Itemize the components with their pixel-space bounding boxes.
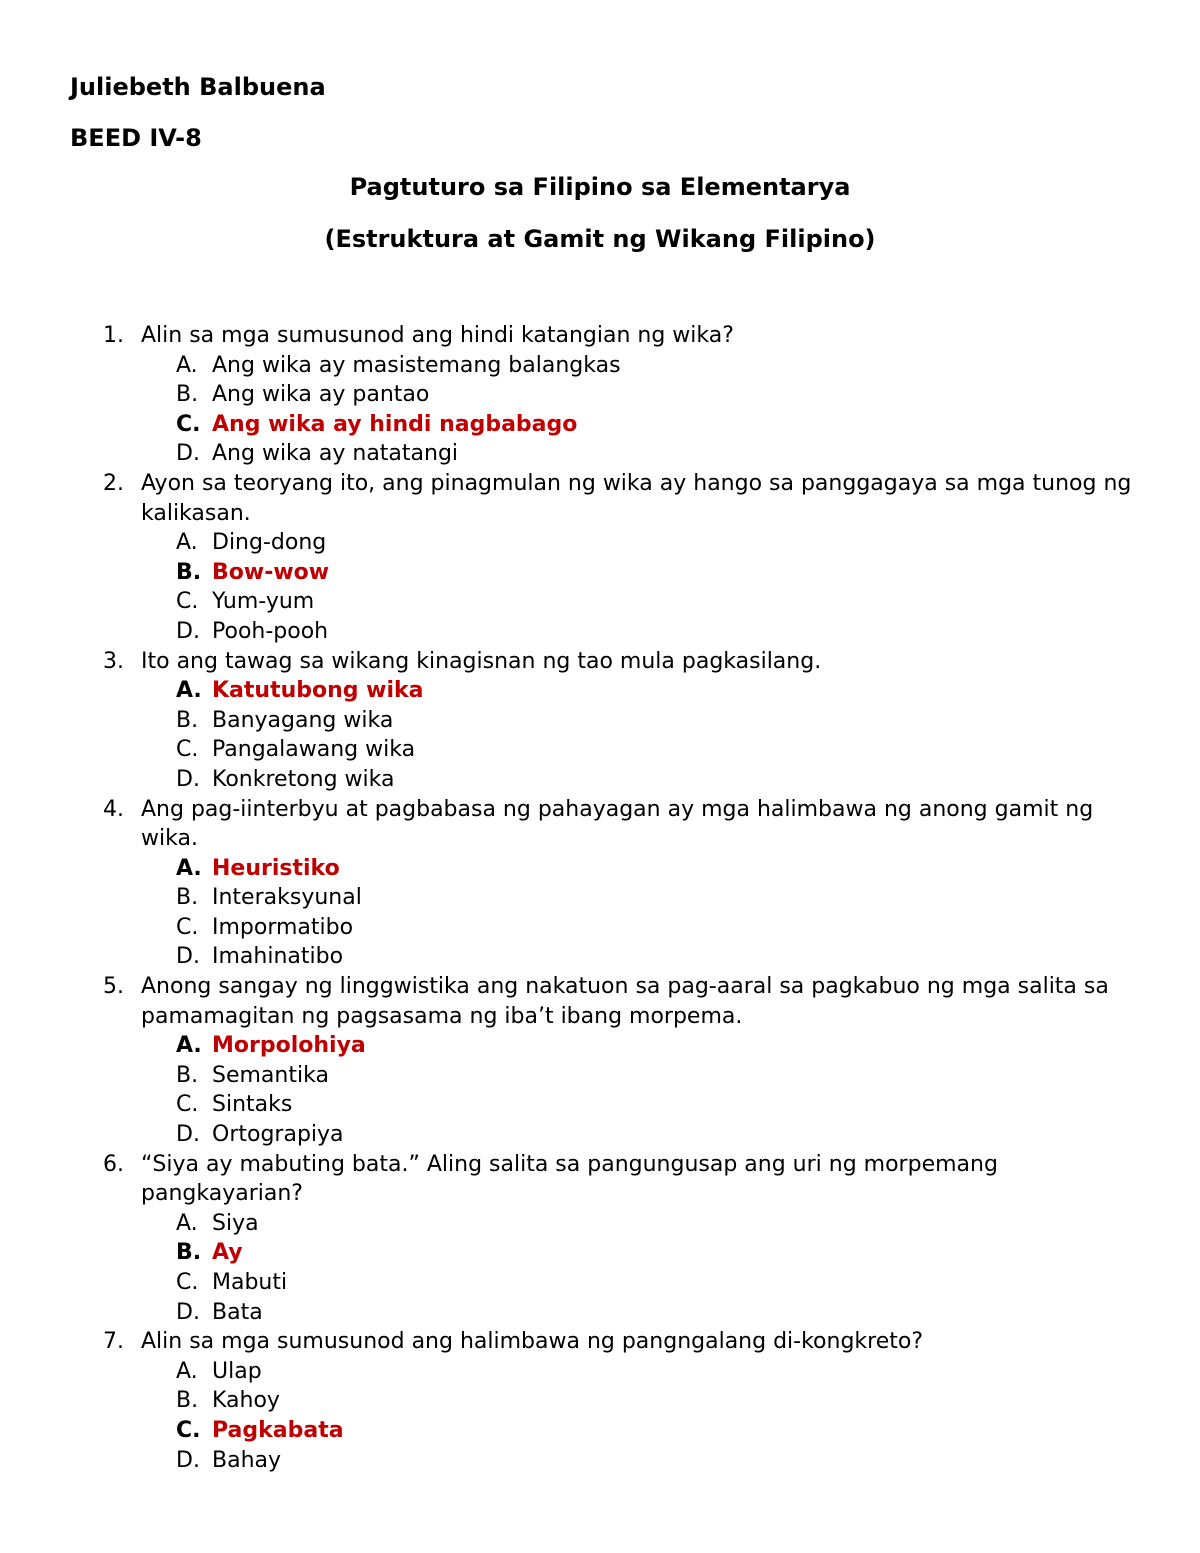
choice-letter: D. xyxy=(176,1122,200,1148)
choice-text: Kahoy xyxy=(212,1388,280,1414)
choice-text: Ulap xyxy=(212,1358,262,1384)
correct-answer-text: Ang wika ay hindi nagbabago xyxy=(212,411,578,437)
choice-letter: D. xyxy=(176,1447,200,1473)
choice-letter: C. xyxy=(176,914,199,940)
correct-answer-text: Katutubong wika xyxy=(212,678,424,704)
choice-text: Interaksyunal xyxy=(212,885,362,911)
choice-letter: B. xyxy=(176,1388,199,1414)
choice-letter: D. xyxy=(176,944,200,970)
correct-answer-text: Ay xyxy=(212,1240,243,1266)
choice-letter: B. xyxy=(176,885,199,911)
document-subtitle: (Estruktura at Gamit ng Wikang Filipino) xyxy=(324,225,876,253)
correct-choice xyxy=(0,854,1200,884)
correct-answer-text: Pagkabata xyxy=(212,1417,344,1443)
question-item xyxy=(0,321,1200,469)
choice-text: Pangalawang wika xyxy=(212,737,416,763)
choice-item xyxy=(0,1061,1200,1091)
choice-item xyxy=(0,617,1200,647)
choice-text: Bata xyxy=(212,1299,263,1325)
choice-letter: A. xyxy=(176,352,198,378)
question-number: 4. xyxy=(103,796,124,822)
choice-letter: A. xyxy=(176,1210,198,1236)
choice-item xyxy=(0,351,1200,381)
choice-list xyxy=(0,1357,1200,1475)
choice-list xyxy=(0,676,1200,794)
question-item xyxy=(0,972,1200,1150)
choice-item xyxy=(0,883,1200,913)
choice-text: Pooh-pooh xyxy=(212,618,329,644)
question-number: 5. xyxy=(103,974,124,1000)
question-text: Alin sa mga sumusunod ang hindi katangian ng wika? xyxy=(141,323,734,348)
choice-letter: C. xyxy=(176,589,199,615)
document-title: Pagtuturo sa Filipino sa Elementarya xyxy=(349,173,851,201)
question-number: 2. xyxy=(103,470,124,496)
choice-letter: C. xyxy=(176,737,199,763)
correct-choice xyxy=(0,1031,1200,1061)
choice-item xyxy=(0,1209,1200,1239)
choice-item xyxy=(0,1386,1200,1416)
question-list xyxy=(0,321,1200,1475)
choice-item xyxy=(0,765,1200,795)
choice-text: Semantika xyxy=(212,1062,329,1088)
question-item xyxy=(0,795,1200,973)
question-number: 7. xyxy=(103,1329,124,1355)
student-section: BEED IV-8 xyxy=(70,124,202,152)
question-item xyxy=(0,1150,1200,1328)
choice-item xyxy=(0,942,1200,972)
choice-text: Impormatibo xyxy=(212,914,354,940)
choice-letter: C. xyxy=(176,1270,199,1295)
choice-text: Ding-dong xyxy=(212,530,327,556)
choice-item xyxy=(0,439,1200,469)
choice-letter: D. xyxy=(176,766,200,792)
choice-item xyxy=(0,380,1200,410)
question-text: Alin sa mga sumusunod ang halimbawa ng pangngalang di-kongkreto? xyxy=(141,1329,924,1355)
question-item xyxy=(0,1327,1200,1475)
choice-letter: C. xyxy=(176,1092,199,1118)
choice-text: Konkretong wika xyxy=(212,766,395,792)
question-text: Anong sangay ng linggwistika ang nakatuon sa pag-aaral sa pagkabuo ng mga salita sa pamamagitan ng pagsasama ng iba’t ibang morpema. xyxy=(141,974,1109,1029)
choice-text: Ang wika ay natatangi xyxy=(212,441,459,467)
choice-item xyxy=(0,1090,1200,1120)
choice-item xyxy=(0,1357,1200,1387)
choice-letter: A. xyxy=(176,530,198,556)
choice-item xyxy=(0,528,1200,558)
choice-item xyxy=(0,913,1200,943)
choice-text: Banyagang wika xyxy=(212,707,394,733)
question-text: “Siya ay mabuting bata.” Aling salita sa pangungusap ang uri ng morpemang pangkayarian? xyxy=(141,1151,998,1207)
correct-choice xyxy=(0,1416,1200,1446)
choice-list xyxy=(0,1031,1200,1149)
choice-text: Bahay xyxy=(212,1447,282,1473)
choice-letter: C. xyxy=(176,411,201,437)
correct-choice xyxy=(0,1238,1200,1268)
choice-letter: B. xyxy=(176,382,199,408)
choice-text: Ang wika ay masistemang balangkas xyxy=(212,352,621,378)
choice-letter: A. xyxy=(176,1358,198,1384)
choice-letter: A. xyxy=(176,855,202,881)
choice-text: Siya xyxy=(212,1210,259,1236)
question-text: Ito ang tawag sa wikang kinagisnan ng tao mula pagkasilang. xyxy=(141,648,822,674)
choice-list xyxy=(0,854,1200,972)
question-number: 6. xyxy=(103,1151,124,1177)
choice-list xyxy=(0,528,1200,646)
choice-text: Yum-yum xyxy=(212,589,315,615)
choice-letter: B. xyxy=(176,559,202,585)
choice-text: Sintaks xyxy=(212,1092,293,1118)
choice-item xyxy=(0,1298,1200,1328)
correct-choice xyxy=(0,410,1200,440)
choice-item xyxy=(0,1268,1200,1298)
choice-text: Ortograpiya xyxy=(212,1122,344,1148)
choice-text: Imahinatibo xyxy=(212,944,344,970)
choice-letter: A. xyxy=(176,678,202,704)
question-item xyxy=(0,647,1200,795)
choice-letter: C. xyxy=(176,1417,201,1443)
choice-item xyxy=(0,735,1200,765)
choice-letter: D. xyxy=(176,618,200,644)
choice-item xyxy=(0,587,1200,617)
question-number: 3. xyxy=(103,648,124,674)
choice-item xyxy=(0,1446,1200,1476)
question-number: 1. xyxy=(103,323,124,348)
question-text: Ang pag-iinterbyu at pagbabasa ng pahayagan ay mga halimbawa ng anong gamit ng wika. xyxy=(141,796,1094,852)
choice-item xyxy=(0,706,1200,736)
choice-letter: A. xyxy=(176,1033,202,1059)
question-item xyxy=(0,469,1200,647)
choice-text: Ang wika ay pantao xyxy=(212,382,430,408)
correct-answer-text: Bow-wow xyxy=(212,559,330,585)
choice-letter: B. xyxy=(176,1062,199,1088)
correct-choice xyxy=(0,558,1200,588)
question-text: Ayon sa teoryang ito, ang pinagmulan ng wika ay hango sa panggagaya sa mga tunog ng kalikasan. xyxy=(141,470,1132,526)
choice-letter: B. xyxy=(176,1240,202,1266)
choice-letter: D. xyxy=(176,441,200,467)
choice-list xyxy=(0,1209,1200,1327)
choice-letter: B. xyxy=(176,707,199,733)
student-name: Juliebeth Balbuena xyxy=(70,73,326,101)
choice-letter: D. xyxy=(176,1299,200,1325)
choice-text: Mabuti xyxy=(212,1270,288,1295)
correct-answer-text: Heuristiko xyxy=(212,855,340,881)
choice-list xyxy=(0,351,1200,469)
correct-choice xyxy=(0,676,1200,706)
choice-item xyxy=(0,1120,1200,1150)
correct-answer-text: Morpolohiya xyxy=(212,1033,366,1059)
